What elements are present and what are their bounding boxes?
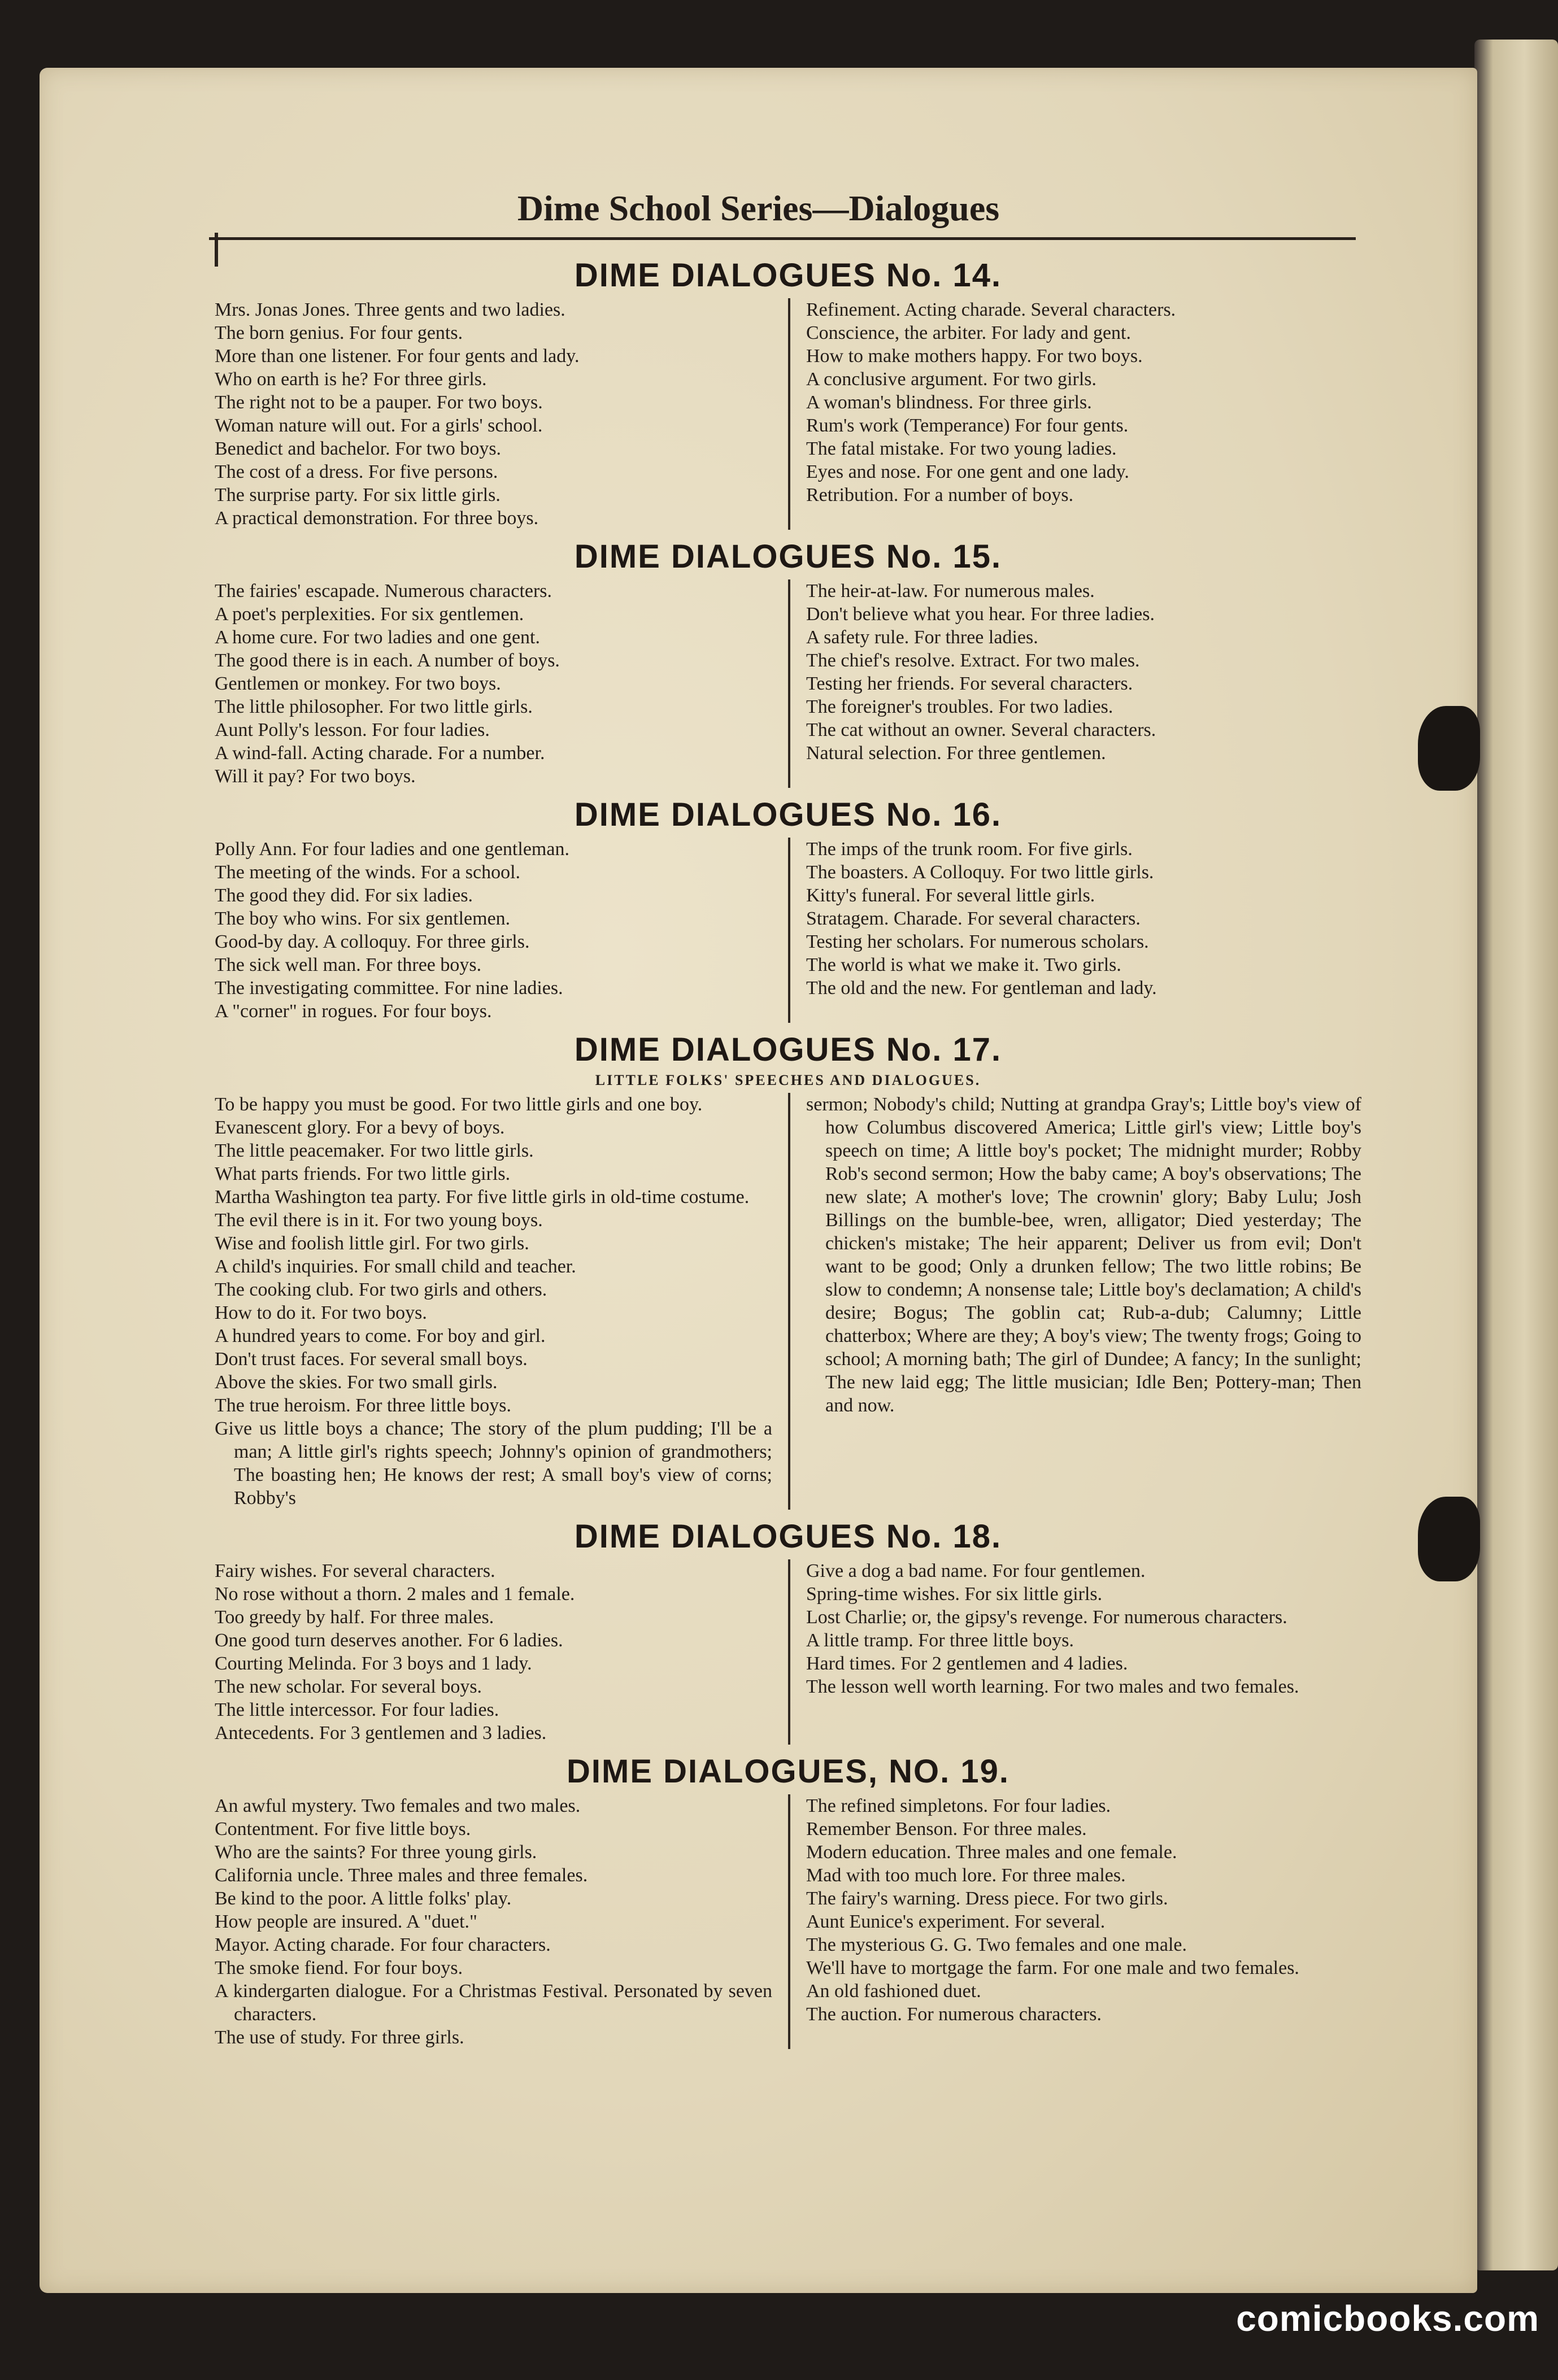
dialogue-entry: The meeting of the winds. For a school. [215,862,521,883]
dialogue-entry: The surprise party. For six little girls. [215,485,501,505]
right-column [788,1559,1361,1745]
dialogue-catalog [215,249,1361,2049]
adjacent-page-edge [1474,40,1558,2270]
dialogue-entry: Don't trust faces. For several small boys. [215,1349,528,1370]
dialogue-entry: Natural selection. For three gentlemen. [806,743,1106,764]
dialogue-entry: Too greedy by half. For three males. [215,1607,494,1628]
dialogue-entry: The foreigner's troubles. For two ladies. [806,696,1113,717]
dialogue-entry: A wind-fall. Acting charade. For a number. [215,743,545,764]
dialogue-entry: The good there is in each. A number of boys. [215,650,560,671]
section-columns [215,1093,1361,1510]
section-heading: DIME DIALOGUES No. 17. [574,1031,1002,1068]
left-column [215,838,788,1023]
dialogue-entry: Give us little boys a chance; The story of the plum pudding; I'll be a man; A little girl's rights speech; Johnny's opinion of grandmothers; The boasting hen; He knows der rest; A small boy's view of corns; Robby's [215,1418,772,1509]
dialogue-entry: Evanescent glory. For a bevy of boys. [215,1117,505,1138]
dialogue-entry: The sick well man. For three boys. [215,954,482,975]
dialogue-section [215,253,1361,530]
dialogue-section [215,1514,1361,1745]
dialogue-entry: To be happy you must be good. For two little girls and one boy. [215,1094,703,1115]
section-columns [215,1794,1361,2049]
section-columns [215,579,1361,788]
left-column [215,1794,788,2049]
dialogue-entry: The imps of the trunk room. For five girls. [806,839,1133,860]
dialogue-entry: How people are insured. A "duet." [215,1911,477,1932]
dialogue-entry: Conscience, the arbiter. For lady and gent. [806,322,1131,343]
dialogue-entry: Stratagem. Charade. For several characters. [806,908,1141,929]
dialogue-entry: Testing her friends. For several characters. [806,673,1133,694]
dialogue-entry: A child's inquiries. For small child and teacher. [215,1256,576,1277]
dialogue-entry: Don't believe what you hear. For three ladies. [806,604,1155,625]
section-heading: DIME DIALOGUES No. 14. [574,257,1002,294]
dialogue-entry: A kindergarten dialogue. For a Christmas Festival. Personated by seven characters. [215,1981,772,2025]
dialogue-entry: The right not to be a pauper. For two boys. [215,392,543,413]
dialogue-entry: Rum's work (Temperance) For four gents. [806,415,1129,436]
dialogue-entry: How to make mothers happy. For two boys. [806,346,1143,367]
dialogue-entry: The little intercessor. For four ladies. [215,1699,499,1720]
dialogue-entry: Aunt Polly's lesson. For four ladies. [215,720,490,740]
header-rule [209,237,1356,240]
dialogue-entry: Mrs. Jonas Jones. Three gents and two ladies. [215,299,565,320]
binding-hole-upper [1418,706,1480,791]
dialogue-section [215,534,1361,788]
dialogue-entry: A home cure. For two ladies and one gent. [215,627,540,648]
dialogue-entry: Who on earth is he? For three girls. [215,369,487,390]
dialogue-entry: Contentment. For five little boys. [215,1819,471,1840]
dialogue-entry: Will it pay? For two boys. [215,766,416,787]
right-column [788,579,1361,788]
dialogue-section [215,1749,1361,2049]
dialogue-entry: A hundred years to come. For boy and girl. [215,1326,546,1346]
section-heading: DIME DIALOGUES, NO. 19. [567,1753,1009,1790]
dialogue-entry: Aunt Eunice's experiment. For several. [806,1911,1106,1932]
section-heading: DIME DIALOGUES No. 18. [574,1518,1002,1555]
dialogue-entry: Give a dog a bad name. For four gentlemen. [806,1560,1146,1581]
right-column [788,1093,1361,1510]
dialogue-entry: A little tramp. For three little boys. [806,1630,1074,1651]
dialogue-entry: One good turn deserves another. For 6 ladies. [215,1630,563,1651]
section-subheading: LITTLE FOLKS' SPEECHES AND DIALOGUES. [595,1072,981,1088]
dialogue-entry: The heir-at-law. For numerous males. [806,581,1095,601]
dialogue-entry: A conclusive argument. For two girls. [806,369,1097,390]
dialogue-entry: Martha Washington tea party. For five little girls in old-time costume. [215,1187,750,1208]
section-columns [215,298,1361,530]
dialogue-entry: Courting Melinda. For 3 boys and 1 lady. [215,1653,532,1674]
dialogue-entry: Retribution. For a number of boys. [806,485,1074,505]
dialogue-entry: The boy who wins. For six gentlemen. [215,908,511,929]
dialogue-entry: sermon; Nobody's child; Nutting at grandpa Gray's; Little boy's view of how Columbus discovered America; Little girl's view; Little boy's speech on time; A little boy's pocket; The midnight murder; Robby Rob's second sermon; How the baby came; A boy's observations; The new slate; A mother's love; The crownin' glory; Baby Lulu; Josh Billings on the bumble-bee, wren, alligator; Died yesterday; The chicken's mistake; The heir apparent; Deliver us from evil; Don't want to be good; Only a drunken fellow; The two little robins; Be slow to condemn; A nonsense tale; Little boy's declamation; A child's desire; Bogus; The goblin cat; Rub-a-dub; Calumny; Little chatterbox; Where are they; A boy's view; The twenty frogs; Going to school; A morning bath; The girl of Dundee; A fancy; In the sunlight; The new laid egg; The little musician; Idle Ben; Pottery-man; Then and now. [806,1094,1361,1416]
dialogue-entry: A "corner" in rogues. For four boys. [215,1001,492,1022]
left-column [215,1559,788,1745]
dialogue-entry: Spring-time wishes. For six little girls. [806,1584,1103,1605]
dialogue-entry: The use of study. For three girls. [215,2027,464,2048]
dialogue-entry: The auction. For numerous characters. [806,2004,1102,2025]
dialogue-entry: Mad with too much lore. For three males. [806,1865,1126,1886]
dialogue-entry: Testing her scholars. For numerous scholars. [806,931,1149,952]
dialogue-entry: We'll have to mortgage the farm. For one male and two females. [806,1958,1299,1978]
dialogue-entry: The fairies' escapade. Numerous characters. [215,581,552,601]
dialogue-entry: A safety rule. For three ladies. [806,627,1038,648]
dialogue-entry: The fairy's warning. Dress piece. For two girls. [806,1888,1168,1909]
dialogue-entry: Hard times. For 2 gentlemen and 4 ladies. [806,1653,1128,1674]
dialogue-entry: The mysterious G. G. Two females and one male. [806,1934,1187,1955]
dialogue-entry: The world is what we make it. Two girls. [806,954,1121,975]
right-column [788,1794,1361,2049]
dialogue-entry: Above the skies. For two small girls. [215,1372,498,1393]
dialogue-entry: The good they did. For six ladies. [215,885,473,906]
dialogue-entry: The true heroism. For three little boys. [215,1395,511,1416]
dialogue-entry: Polly Ann. For four ladies and one gentleman. [215,839,569,860]
left-column [215,579,788,788]
section-heading: DIME DIALOGUES No. 16. [574,796,1002,833]
dialogue-entry: Who are the saints? For three young girls. [215,1842,537,1863]
dialogue-entry: Kitty's funeral. For several little girls. [806,885,1095,906]
dialogue-entry: The investigating committee. For nine ladies. [215,978,563,999]
dialogue-entry: Benedict and bachelor. For two boys. [215,438,502,459]
dialogue-entry: The cooking club. For two girls and others. [215,1279,547,1300]
dialogue-entry: Woman nature will out. For a girls' school. [215,415,543,436]
left-column [215,298,788,530]
dialogue-entry: Fairy wishes. For several characters. [215,1560,495,1581]
dialogue-entry: Antecedents. For 3 gentlemen and 3 ladies. [215,1723,547,1743]
section-heading: DIME DIALOGUES No. 15. [574,538,1002,575]
section-columns [215,1559,1361,1745]
dialogue-entry: A practical demonstration. For three boys. [215,508,539,529]
dialogue-entry: The new scholar. For several boys. [215,1676,482,1697]
dialogue-section [215,792,1361,1023]
watermark: comicbooks.com [1236,2298,1539,2339]
dialogue-entry: The born genius. For four gents. [215,322,463,343]
series-title: Dime School Series—Dialogues [517,188,1000,228]
dialogue-entry: The chief's resolve. Extract. For two males. [806,650,1140,671]
dialogue-entry: Refinement. Acting charade. Several characters. [806,299,1176,320]
dialogue-entry: The old and the new. For gentleman and lady. [806,978,1157,999]
section-columns [215,838,1361,1023]
dialogue-entry: The smoke fiend. For four boys. [215,1958,463,1978]
dialogue-entry: A woman's blindness. For three girls. [806,392,1092,413]
dialogue-entry: Gentlemen or monkey. For two boys. [215,673,501,694]
dialogue-entry: No rose without a thorn. 2 males and 1 female. [215,1584,575,1605]
dialogue-entry: The boasters. A Colloquy. For two little girls. [806,862,1154,883]
dialogue-section [215,1027,1361,1510]
dialogue-entry: A poet's perplexities. For six gentlemen. [215,604,524,625]
dialogue-entry: What parts friends. For two little girls. [215,1163,511,1184]
dialogue-entry: California uncle. Three males and three females. [215,1865,588,1886]
dialogue-entry: An awful mystery. Two females and two males. [215,1795,581,1816]
dialogue-entry: How to do it. For two boys. [215,1302,427,1323]
dialogue-entry: An old fashioned duet. [806,1981,981,2002]
dialogue-entry: The refined simpletons. For four ladies. [806,1795,1111,1816]
right-column [788,298,1361,530]
dialogue-entry: The cost of a dress. For five persons. [215,461,498,482]
dialogue-entry: Lost Charlie; or, the gipsy's revenge. For numerous characters. [806,1607,1287,1628]
dialogue-entry: Good-by day. A colloquy. For three girls. [215,931,530,952]
dialogue-entry: The evil there is in it. For two young boys. [215,1210,543,1231]
dialogue-entry: Be kind to the poor. A little folks' play. [215,1888,512,1909]
left-column [215,1093,788,1510]
dialogue-entry: Wise and foolish little girl. For two girls. [215,1233,529,1254]
dialogue-entry: Remember Benson. For three males. [806,1819,1087,1840]
dialogue-entry: The fatal mistake. For two young ladies. [806,438,1117,459]
binding-hole-lower [1418,1497,1480,1581]
catalog-page [40,68,1477,2293]
dialogue-entry: Modern education. Three males and one female. [806,1842,1177,1863]
dialogue-entry: The cat without an owner. Several characters. [806,720,1156,740]
right-column [788,838,1361,1023]
dialogue-entry: The lesson well worth learning. For two males and two females. [806,1676,1299,1697]
dialogue-entry: Eyes and nose. For one gent and one lady. [806,461,1129,482]
dialogue-entry: The little peacemaker. For two little girls. [215,1140,534,1161]
dialogue-entry: Mayor. Acting charade. For four characters. [215,1934,551,1955]
dialogue-entry: More than one listener. For four gents and lady. [215,346,580,367]
dialogue-entry: The little philosopher. For two little girls. [215,696,533,717]
